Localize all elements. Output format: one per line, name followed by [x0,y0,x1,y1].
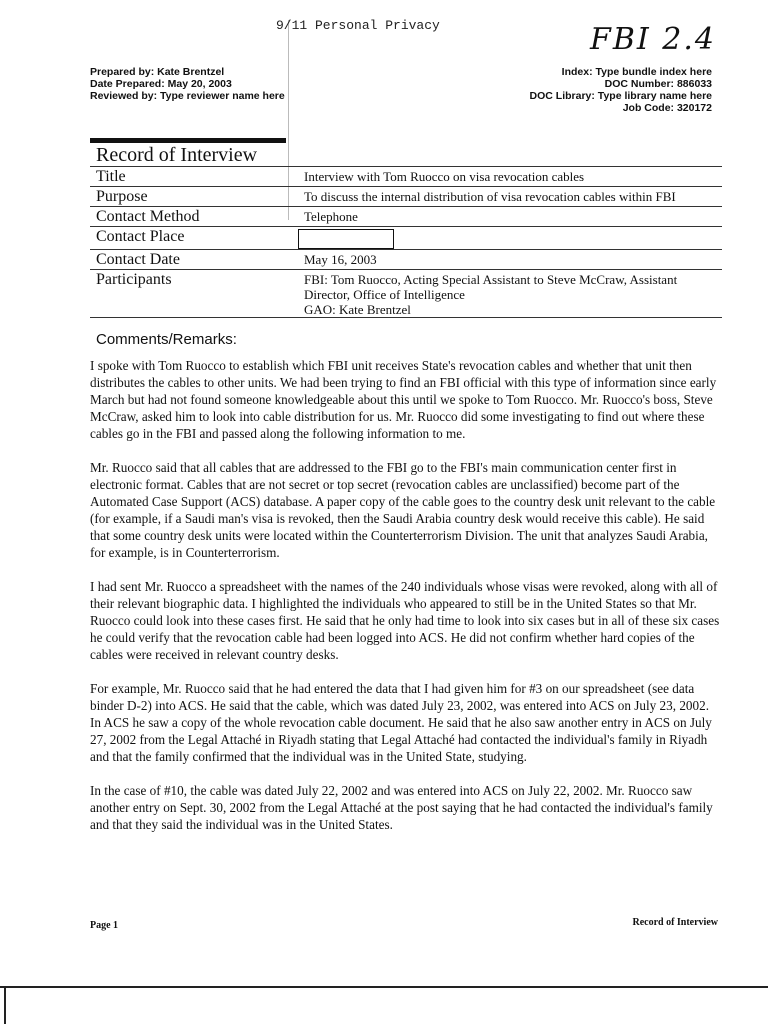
page-corner-mark [4,986,6,1024]
value-purpose: To discuss the internal distribution of visa revocation cables within FBI [298,187,722,207]
page-number: Page 1 [90,920,119,931]
participant-fbi: FBI: Tom Ruocco, Acting Special Assistant to Steve McCraw, Assistant Director, Office of Intelligence [304,272,678,302]
label-contact-place: Contact Place [90,227,298,250]
label-participants: Participants [90,270,298,318]
label-purpose: Purpose [90,187,298,207]
value-contact-date: May 16, 2003 [298,250,722,270]
paragraph-5: In the case of #10, the cable was dated July 22, 2002 and was entered into ACS on July 22, 2002. Mr. Ruocco saw another entry on Sept. 30, 2002 from the Legal Attaché at the post saying that he had contacted the individual's family and that they said the individual was in the United States. [90,783,713,832]
paragraph-1: I spoke with Tom Ruocco to establish which FBI unit receives State's revocation cables and whether that unit then distributes the cables to other units. We had been trying to find an FBI official with this type of information since early March but had not found someone knowledgeable about this until we spoke to Tom Ruocco. Mr. Ruocco's boss, Steve McCraw, asked him to look into cable distribution for us. Mr. Ruocco did some investigating to find out where these cables go in the FBI and passed along the following information to me. [90,358,717,441]
remarks-label: Comments/Remarks: [96,331,237,348]
handwritten-fbi-mark: FBI 2.4 [590,22,716,57]
date-prepared: Date Prepared: May 20, 2003 [90,78,232,90]
paragraph-3: I had sent Mr. Ruocco a spreadsheet with the names of the 240 individuals whose visas were revoked, along with all of their relevant biographic data. I highlighted the individuals who appeared to still be in the United States so that Mr. Ruocco could look into these cases first. He said that he only had time to look into six cases but in all of these six cases he could verify that the revocation cable had been logged into ACS. He did not confirm whether hard copies of the cables were received in relevant country desks. [90,579,720,662]
value-title: Interview with Tom Ruocco on visa revocation cables [298,167,722,187]
row-participants [90,270,722,318]
value-contact-place [298,227,722,250]
label-title: Title [90,167,298,187]
footer-title: Record of Interview [632,917,718,928]
participant-gao: GAO: Kate Brentzel [304,302,411,317]
header-left [90,66,285,102]
row-title [90,167,722,187]
label-contact-date: Contact Date [90,250,298,270]
paragraph-2: Mr. Ruocco said that all cables that are addressed to the FBI go to the FBI's main communication center first in electronic format. Cables that are not secret or top secret (revocation cables are unclassified) become part of the Automated Case Support (ACS) database. A paper copy of the cable goes to the country desk unit relevant to the cable (for example, if a Saudi man's visa is revoked, then the Saudi Arabia country desk would receive this cable). He said that some country desk units were located within the Counterterrorism Division. The unit that analyzes Saudi Arabia, for example, is in Counterterrorism. [90,460,716,560]
privacy-stamp: 9/11 Personal Privacy [276,18,440,33]
header-right [530,66,712,114]
index-field: Index: Type bundle index here [561,66,712,78]
label-contact-method: Contact Method [90,207,298,227]
value-participants [298,270,722,318]
reviewed-by: Reviewed by: Type reviewer name here [90,90,285,102]
heading-rule [90,138,286,143]
page-bottom-edge [0,986,768,988]
paragraph-4: For example, Mr. Ruocco said that he had entered the data that I had given him for #3 on our spreadsheet (see data binder D-2) into ACS. He said that the cable, which was dated July 23, 2002, was entered into ACS on July 23, 2002. In ACS he saw a copy of the whole revocation cable document. He said that he also saw another entry in ACS on July 27, 2002 from the Legal Attaché in Riyadh stating that Legal Attaché had contacted the individual's family in Riyadh and that the family confirmed that the individual was in the United State, studying. [90,681,712,764]
job-code: Job Code: 320172 [622,102,712,114]
row-contact-place [90,227,722,250]
doc-library: DOC Library: Type library name here [529,90,712,102]
doc-number: DOC Number: 886033 [604,78,712,90]
remarks-body [90,357,722,850]
record-table [90,166,722,318]
record-heading: Record of Interview [96,144,258,166]
row-contact-date [90,250,722,270]
value-contact-method: Telephone [298,207,722,227]
prepared-by: Prepared by: Kate Brentzel [90,66,225,78]
row-contact-method [90,207,722,227]
redaction-box [298,229,394,249]
row-purpose [90,187,722,207]
